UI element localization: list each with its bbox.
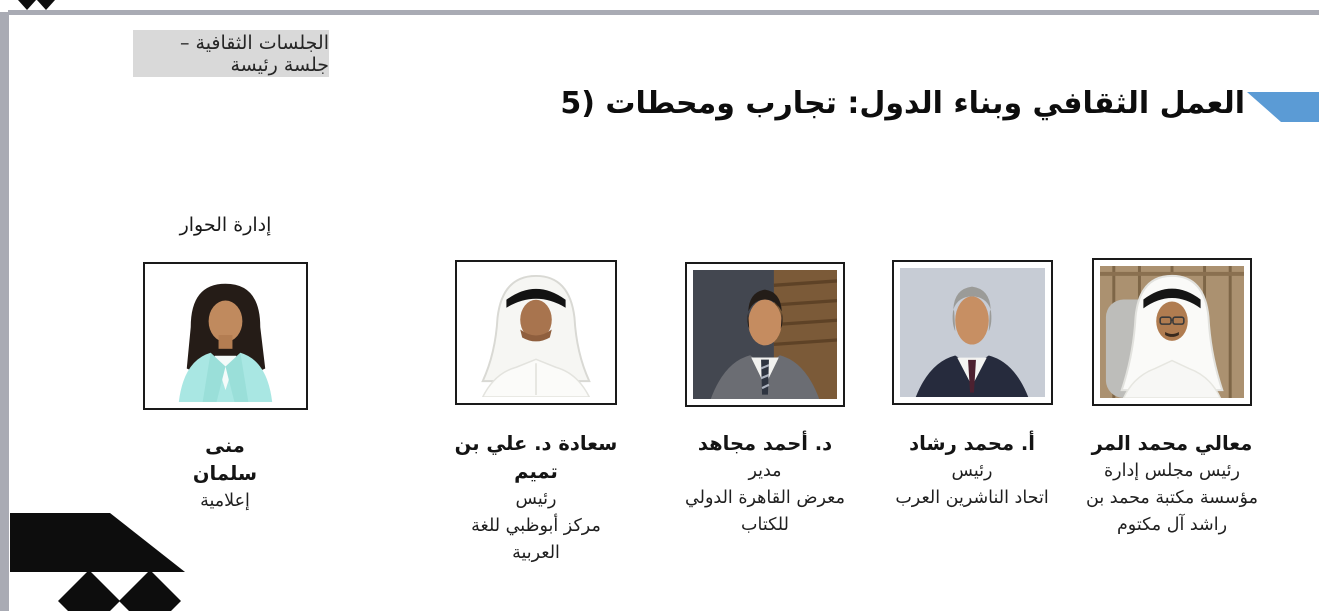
speaker-role: رئيس مجلس إدارة [1104, 461, 1240, 481]
speaker-name: أ. محمد رشاد [909, 432, 1035, 455]
portrait-mohamed-rashad [900, 268, 1045, 397]
photo-ali-bin-tamim [455, 260, 617, 405]
speaker-name: سلمان [192, 462, 258, 485]
caption-ahmed-megahed [650, 430, 880, 539]
portrait-ahmed-megahed [693, 270, 837, 399]
speaker-name: تميم [514, 460, 558, 483]
caption-mohammed-al-murr [1057, 430, 1287, 539]
caption-mohamed-rashad [857, 430, 1087, 512]
photo-mohamed-rashad [892, 260, 1053, 405]
speaker-role: مؤسسة مكتبة محمد بن [1086, 488, 1258, 508]
portrait-mona-salman [151, 270, 300, 402]
caption-ali-bin-tamim [421, 430, 651, 567]
speaker-role: راشد آل مكتوم [1116, 515, 1228, 535]
title-accent-shape [1245, 90, 1319, 124]
portrait-ali-bin-tamim [463, 268, 609, 397]
speaker-role: مركز أبوظبي للغة [471, 516, 601, 536]
speaker-name: منى [205, 434, 245, 457]
photo-ahmed-megahed [685, 262, 845, 407]
speaker-name: سعادة د. علي بن [454, 432, 618, 455]
top-diamonds-decoration-icon [16, 0, 58, 11]
session-tag-text: الجلسات الثقافية – جلسة رئيسة [179, 31, 329, 76]
speaker-role: معرض القاهرة الدولي [685, 488, 845, 508]
speaker-name: معالي محمد المر [1091, 432, 1253, 455]
speaker-role: مدير [748, 461, 782, 481]
portrait-mohammed-al-murr [1100, 266, 1244, 398]
speaker-role: اتحاد الناشرين العرب [895, 488, 1049, 508]
speaker-role: رئيس [515, 489, 557, 509]
speaker-role: العربية [512, 543, 560, 563]
slide-title: العمل الثقافي وبناء الدول: تجارب ومحطات (5 [560, 86, 1245, 121]
speaker-name: د. أحمد مجاهد [697, 432, 833, 455]
caption-mona-salman [110, 432, 340, 515]
photo-mona-salman [143, 262, 308, 410]
speaker-role: للكتاب [741, 515, 789, 535]
speaker-role: إعلامية [200, 491, 250, 511]
top-rule [8, 10, 1319, 15]
bottom-left-decoration-icon [0, 504, 200, 611]
moderator-label: إدارة الحوار [179, 214, 272, 236]
session-tag-badge [133, 30, 329, 77]
photo-mohammed-al-murr [1092, 258, 1252, 406]
speaker-role: رئيس [951, 461, 993, 481]
